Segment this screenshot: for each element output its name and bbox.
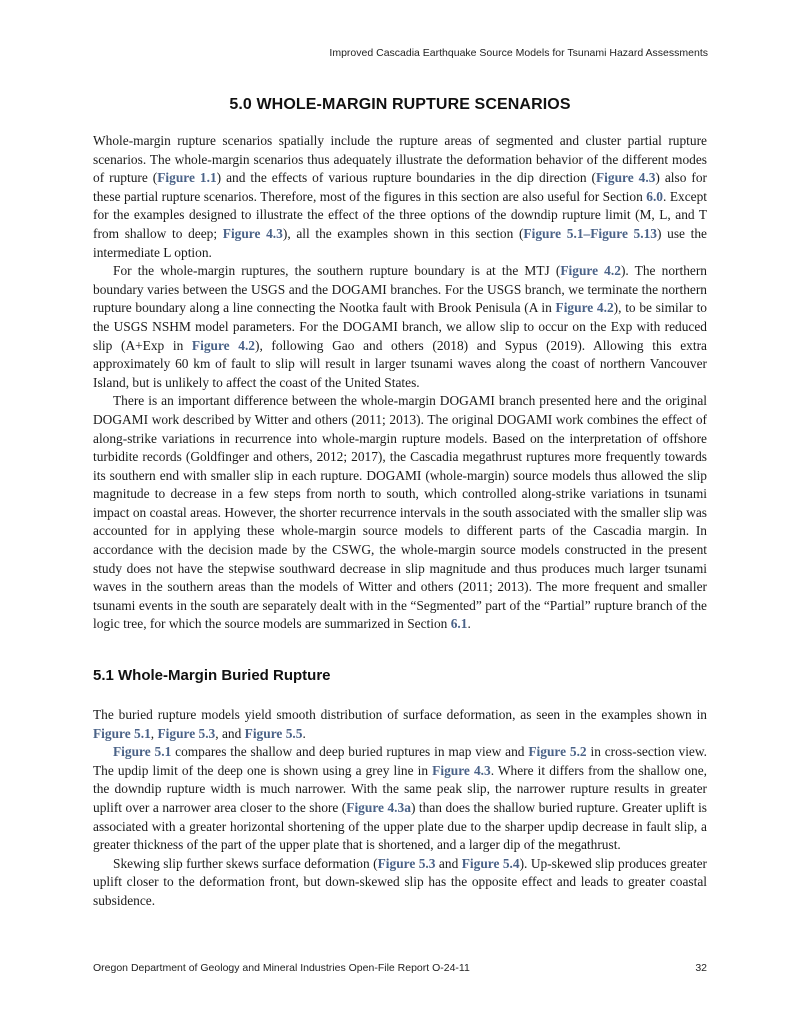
text-run: ), all the examples shown in this section ( <box>282 225 524 241</box>
paragraph <box>93 132 707 262</box>
cross-reference-link[interactable]: Figure 4.3a <box>346 799 411 815</box>
section-title: 5.0 WHOLE-MARGIN RUPTURE SCENARIOS <box>229 96 571 113</box>
text-run: compares the shallow and deep buried ruptures in map view and <box>171 744 529 760</box>
cross-reference-link[interactable]: Figure 5.3 <box>377 855 436 871</box>
cross-reference-link[interactable]: 6.1 <box>450 616 468 632</box>
paragraph <box>93 743 707 855</box>
text-run: ). Up-skewed slip produces greater uplift closer to the deformation front, but down-skewed slip has the opposite effect and leads to greater coastal subsidence. <box>93 855 708 908</box>
running-header: Improved Cascadia Earthquake Source Models for Tsunami Hazard Assessments <box>329 47 708 59</box>
text-run: . <box>302 725 306 741</box>
text-run: . <box>467 616 471 632</box>
footer-report: Oregon Department of Geology and Mineral Industries Open-File Report O-24-11 <box>93 962 470 974</box>
text-run: The buried rupture models yield smooth distribution of surface deformation, as seen in the examples shown in <box>93 707 707 722</box>
text-run: For the whole-margin ruptures, the southern rupture boundary is at the MTJ ( <box>113 263 561 279</box>
cross-reference-link[interactable]: Figure 4.2 <box>560 263 621 279</box>
text-run: , and <box>215 725 245 741</box>
text-run: and <box>435 855 462 871</box>
text-run: There is an important difference between the whole-margin DOGAMI branch presented here and the original DOGAMI work described by Witter and others (2011; 2013). The original DOGAMI work combines the effect of along-strike variations in recurrence into whole-margin rupture models. Based on the interpretation of offshore turbidite records (Goldfinger and others, 2012; 2017), the Cascadia megathrust ruptures more frequently towards its southern end with smaller slip in each rupture. DOGAMI (whole-margin) source models thus allowed the slip magnitude to decrease in a few steps from north to south, which controlled along-strike variations in tsunami impact on coastal areas. However, the shorter recurrence intervals in the south associated with the smaller slip was accounted for in applying these whole-margin source models to different parts of the Cascadia margin. In accordance with the decision made by the CSWG, the whole-margin source models constructed in the present study does not have the stepwise southward decrease in slip magnitude and thus produces much larger tsunami waves in the southern areas than the models of Witter and others (2011; 2013). The more frequent and smaller tsunami events in the south are separately dealt with in the “Segmented” part of the “Partial” rupture branch of the logic tree, for which the source models are summarized in Section <box>93 393 707 632</box>
cross-reference-link[interactable]: 6.0 <box>646 188 664 204</box>
text-run: . Where it differs from the shallow one, the downdip rupture width is much narrower. With the same peak slip, the narrower rupture results in greater uplift over a narrower area closer to the shore ( <box>93 762 708 815</box>
cross-reference-link[interactable]: Figure 5.1 <box>93 725 151 741</box>
paragraph <box>93 262 707 392</box>
text-run: . Except for the examples designed to illustrate the effect of the three options of the downdip rupture limit (M, L, and T from shallow to deep; <box>93 188 708 241</box>
paragraph <box>93 392 707 634</box>
text-run: in cross-section view. The updip limit of the deep one is shown using a grey line in <box>93 744 708 778</box>
text-run: Skewing slip further skews surface deformation ( <box>113 855 378 871</box>
cross-reference-link[interactable]: Figure 4.3 <box>432 762 491 778</box>
cross-reference-link[interactable]: Figure 1.1 <box>157 170 217 186</box>
cross-reference-link[interactable]: Figure 4.3 <box>222 225 283 241</box>
text-run: ), following Gao and others (2018) and Sypus (2019). Allowing this extra approximately 60 km of fault to slip will result in larger tsunami waves along the coast of northern Vancouver Island, but is unlikely to affect the coast of the United States. <box>93 337 707 390</box>
text-run: ). The northern boundary varies between the USGS and the DOGAMI branches. For the USGS branch, we terminate the northern rupture boundary along a line connecting the Nootka fault with Brook Penisula (A in <box>93 263 707 316</box>
section-body <box>93 132 707 634</box>
text-run: , <box>150 725 158 741</box>
text-run: Whole-margin rupture scenarios spatially include the rupture areas of segmented and cluster partial rupture scenarios. The whole-margin scenarios thus adequately illustrate the deformation behavior of the different modes of rupture ( <box>93 133 707 186</box>
page-number: 32 <box>695 962 707 974</box>
paragraph <box>93 855 707 911</box>
text-run: ) use the intermediate L option. <box>93 225 707 260</box>
cross-reference-link[interactable]: Figure 5.5 <box>244 725 303 741</box>
cross-reference-link[interactable]: Figure 4.2 <box>555 300 614 316</box>
cross-reference-link[interactable]: Figure 4.3 <box>595 170 656 186</box>
text-run: ) and the effects of various rupture boundaries in the dip direction ( <box>216 170 596 186</box>
cross-reference-link[interactable]: Figure 5.4 <box>461 855 520 871</box>
subsection-body <box>93 706 707 911</box>
cross-reference-link[interactable]: Figure 5.3 <box>157 725 216 741</box>
cross-reference-link[interactable]: Figure 4.2 <box>191 337 255 353</box>
cross-reference-link[interactable]: Figure 5.2 <box>528 744 587 760</box>
text-run: ), to be similar to the USGS NSHM model parameters. For the DOGAMI branch, we allow slip to occur on the Exp with reduced slip (A+Exp in <box>93 300 707 353</box>
text-run: ) also for these partial rupture scenarios. Therefore, most of the figures in this section are also useful for Section <box>93 170 708 204</box>
paragraph <box>93 706 707 743</box>
cross-reference-link[interactable]: Figure 5.1 <box>113 744 172 760</box>
subsection-title: 5.1 Whole-Margin Buried Rupture <box>93 667 331 684</box>
cross-reference-link[interactable]: Figure 5.1–Figure 5.13 <box>523 225 657 241</box>
text-run: ) than does the shallow buried rupture. Greater uplift is associated with a greater horizontal shortening of the upper plate due to the sharper updip decrease in fault slip, a greater thickness of the part of the upper plate that is shortened, and a larger dip of the megathrust. <box>93 799 708 853</box>
